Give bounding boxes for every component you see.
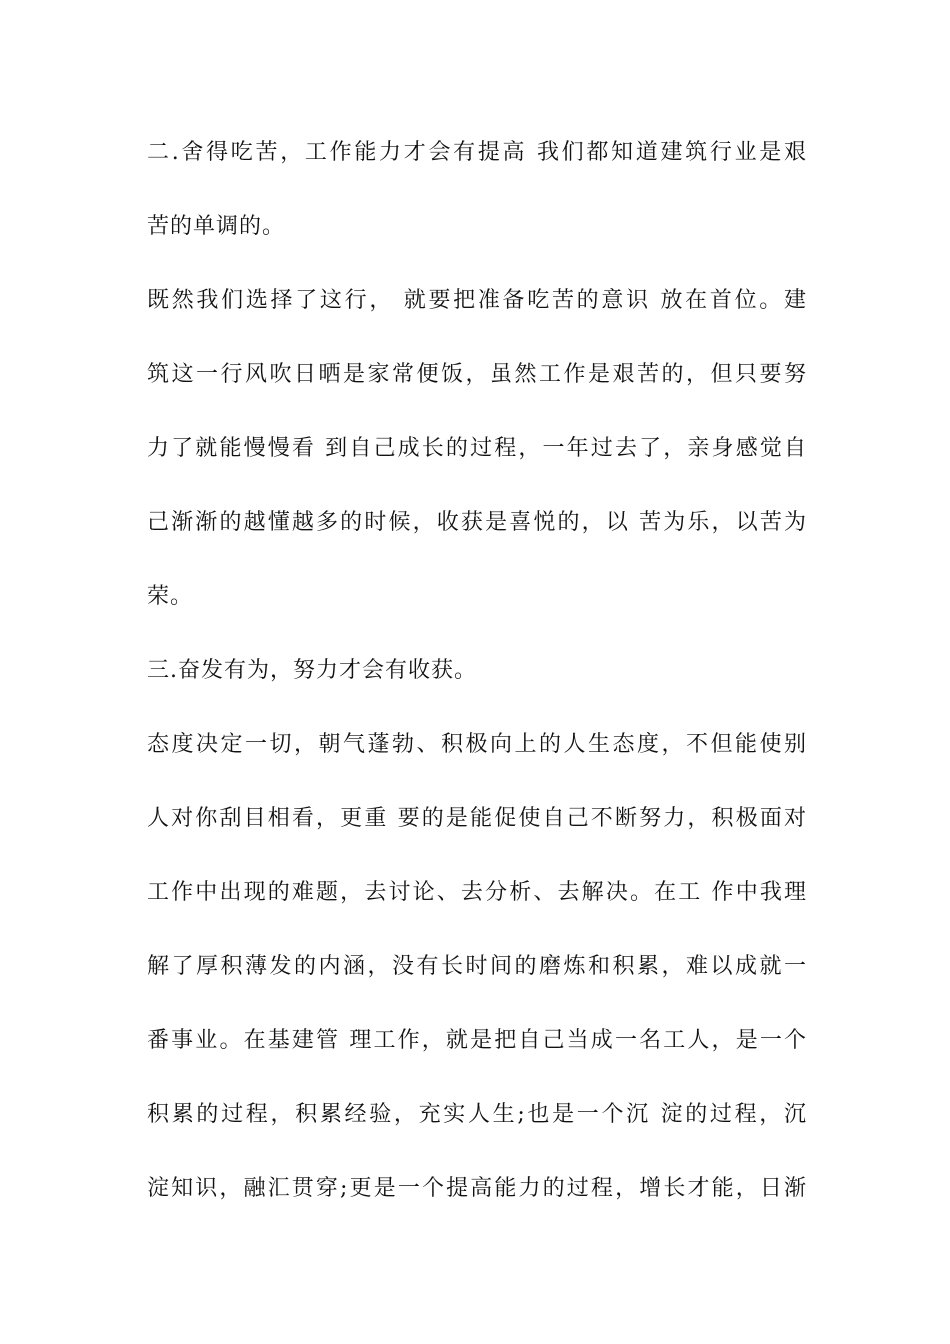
text-line-12: 解了厚积薄发的内涵，没有长时间的磨炼和积累，难以成就一 [147, 954, 807, 979]
text-line-11: 工作中出现的难题，去讨论、去分析、去解决。在工 作中我理 [147, 880, 807, 905]
text-line-6: 己渐渐的越懂越多的时候，收获是喜悦的，以 苦为乐，以苦为 [147, 510, 807, 535]
text-line-13: 番事业。在基建管 理工作，就是把自己当成一名工人，是一个 [147, 1028, 807, 1053]
text-line-9: 态度决定一切，朝气蓬勃、积极向上的人生态度，不但能使别 [147, 732, 807, 757]
text-line-3: 既然我们选择了这行， 就要把准备吃苦的意识 放在首位。建 [147, 288, 807, 313]
text-line-7: 荣。 [147, 584, 194, 609]
text-line-5: 力了就能慢慢看 到自己成长的过程，一年过去了，亲身感觉自 [147, 436, 807, 461]
text-line-15: 淀知识，融汇贯穿;更是一个提高能力的过程，增长才能，日渐 [147, 1176, 807, 1201]
text-line-2: 苦的单调的。 [147, 214, 286, 239]
text-line-10: 人对你刮目相看，更重 要的是能促使自己不断努力，积极面对 [147, 806, 807, 831]
text-line-1: 二.舍得吃苦，工作能力才会有提高 我们都知道建筑行业是艰 [147, 140, 807, 165]
text-line-14: 积累的过程，积累经验，充实人生;也是一个沉 淀的过程，沉 [147, 1102, 807, 1127]
text-line-4: 筑这一行风吹日晒是家常便饭，虽然工作是艰苦的，但只要努 [147, 362, 807, 387]
section-heading-3: 三.奋发有为，努力才会有收获。 [147, 658, 477, 683]
